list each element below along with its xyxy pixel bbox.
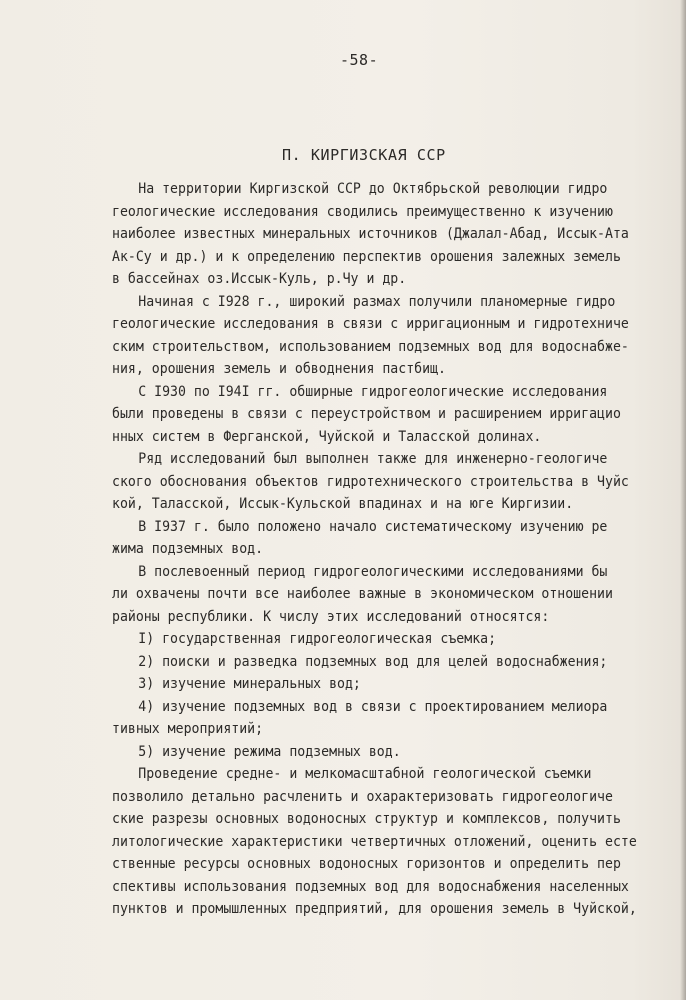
text-line: нных систем в Ферганской, Чуйской и Таласской долинах.: [112, 427, 542, 445]
text-line: были проведены в связи с переустройством и расширением ирригацио: [112, 405, 621, 422]
text-line: I) государственная гидрогеологическая съемка;: [138, 630, 497, 647]
text-line: тивных мероприятий;: [112, 720, 264, 737]
text-line: ли охвачены почти все наиболее важные в экономическом отношении: [112, 585, 613, 602]
text-line: литологические характеристики четвертичных отложений, оценить есте: [112, 832, 637, 850]
text-line: 4) изучение подземных вод в связи с проектированием мелиора: [138, 697, 608, 715]
text-line: На территории Киргизской ССР до Октябрьской революции гидро: [138, 180, 608, 197]
text-line: в бассейнах оз.Иссык-Куль, р.Чу и др.: [112, 270, 407, 287]
body-text: [112, 178, 686, 921]
text-line: В послевоенный период гидрогеологическими исследованиями бы: [138, 562, 608, 580]
text-line: С I930 по I94I гг. обширные гидрогеологические исследования: [138, 382, 608, 400]
text-line: геологические исследования сводились преимущественно к изучению: [112, 202, 613, 220]
text-line: ским строительством, использованием подземных вод для водоснабже-: [112, 337, 629, 355]
text-line: В I937 г. было положено начало систематическому изучению ре: [138, 517, 608, 535]
text-line: пунктов и промышленных предприятий, для орошения земель в Чуйской,: [112, 900, 637, 917]
text-line: геологические исследования в связи с ирригационным и гидротехниче: [112, 315, 629, 332]
text-line: Ряд исследований был выполнен также для инженерно-геологиче: [138, 450, 608, 467]
text-line: Начиная с I928 г., широкий размах получили планомерные гидро: [138, 292, 616, 310]
text-line: спективы использования подземных вод для водоснабжения населенных: [112, 877, 629, 895]
text-line: кой, Таласской, Иссык-Кульской впадинах и на юге Киргизии.: [112, 495, 574, 512]
text-line: ния, орошения земель и обводнения пастбищ.: [112, 360, 446, 377]
text-line: 2) поиски и разведка подземных вод для целей водоснабжения;: [138, 652, 608, 670]
text-line: позволило детально расчленить и охарактеризовать гидрогеологиче: [112, 787, 613, 805]
text-line: жима подземных вод.: [112, 540, 264, 557]
text-line: Проведение средне- и мелкомасштабной геологической съемки: [138, 765, 592, 782]
text-line: ские разрезы основных водоносных структур и комплексов, получить: [112, 810, 621, 827]
text-line: 5) изучение режима подземных вод.: [138, 742, 401, 760]
text-line: 3) изучение минеральных вод;: [138, 675, 361, 692]
text-line: ского обоснования объектов гидротехнического строительства в Чуйс: [112, 472, 629, 490]
page-number: -58-: [340, 51, 379, 69]
text-line: наиболее известных минеральных источников (Джалал-Абад, Иссык-Ата: [112, 225, 629, 242]
text-line: ственные ресурсы основных водоносных горизонтов и определить пер: [112, 855, 621, 872]
section-heading: П. КИРГИЗСКАЯ ССР: [282, 146, 446, 164]
text-line: районы республики. К числу этих исследований относятся:: [112, 607, 550, 625]
text-line: Ак-Су и др.) и к определению перспектив орошения залежных земель: [112, 247, 621, 265]
